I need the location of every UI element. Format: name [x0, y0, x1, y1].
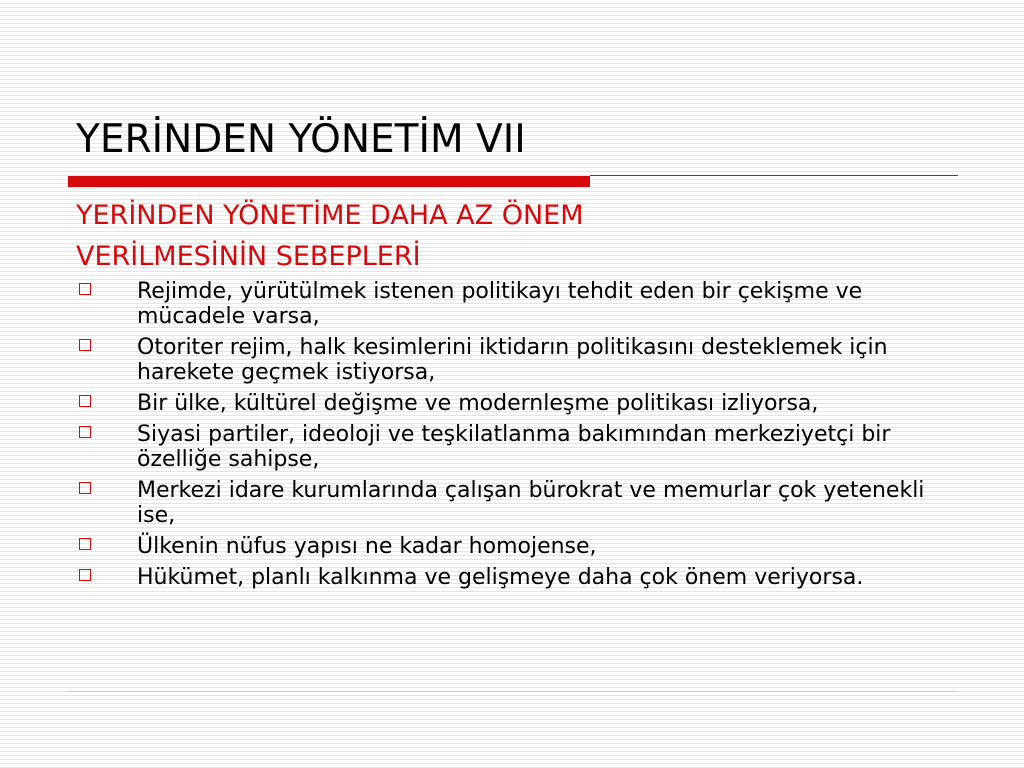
subtitle-line: YERİNDEN YÖNETİME DAHA AZ ÖNEM [76, 200, 584, 231]
list-item-text: Hükümet, planlı kalkınma ve gelişmeye daha çok önem veriyorsa. [137, 565, 864, 590]
bullet-list [76, 279, 956, 590]
list-item-text: Ülkenin nüfus yapısı ne kadar homojense, [137, 534, 597, 559]
list-item-text: Rejimde, yürütülmek istenen politikayı tehdit eden bir çekişme ve mücadele varsa, [137, 279, 863, 329]
list-item-text: Bir ülke, kültürel değişme ve modernleşme politikası izliyorsa, [137, 391, 819, 416]
list-item [76, 279, 956, 329]
hollow-square-icon [79, 482, 91, 494]
list-item [76, 534, 956, 559]
list-item [76, 565, 956, 590]
footer-divider [68, 691, 956, 692]
slide-content [76, 195, 956, 596]
list-item [76, 478, 956, 528]
list-item-text: Merkezi idare kurumlarında çalışan bürokrat ve memurlar çok yetenekli ise, [137, 478, 925, 528]
slide-title: YERİNDEN YÖNETİM VII [76, 117, 526, 162]
list-item [76, 422, 956, 472]
hollow-square-icon [79, 339, 91, 351]
subtitle-line: VERİLMESİNİN SEBEPLERİ [76, 241, 421, 272]
hollow-square-icon [79, 569, 91, 581]
hollow-square-icon [79, 283, 91, 295]
list-item [76, 335, 956, 385]
slide-subtitle [76, 195, 956, 277]
list-item-text: Otoriter rejim, halk kesimlerini iktidarın politikasını desteklemek için harekete geçmek istiyorsa, [137, 335, 888, 385]
title-underline-thin [590, 175, 958, 176]
title-underline-thick [68, 176, 590, 187]
hollow-square-icon [79, 395, 91, 407]
list-item [76, 391, 956, 416]
list-item-text: Siyasi partiler, ideoloji ve teşkilatlanma bakımından merkeziyetçi bir özelliğe sahipse, [137, 422, 891, 472]
hollow-square-icon [79, 426, 91, 438]
hollow-square-icon [79, 538, 91, 550]
